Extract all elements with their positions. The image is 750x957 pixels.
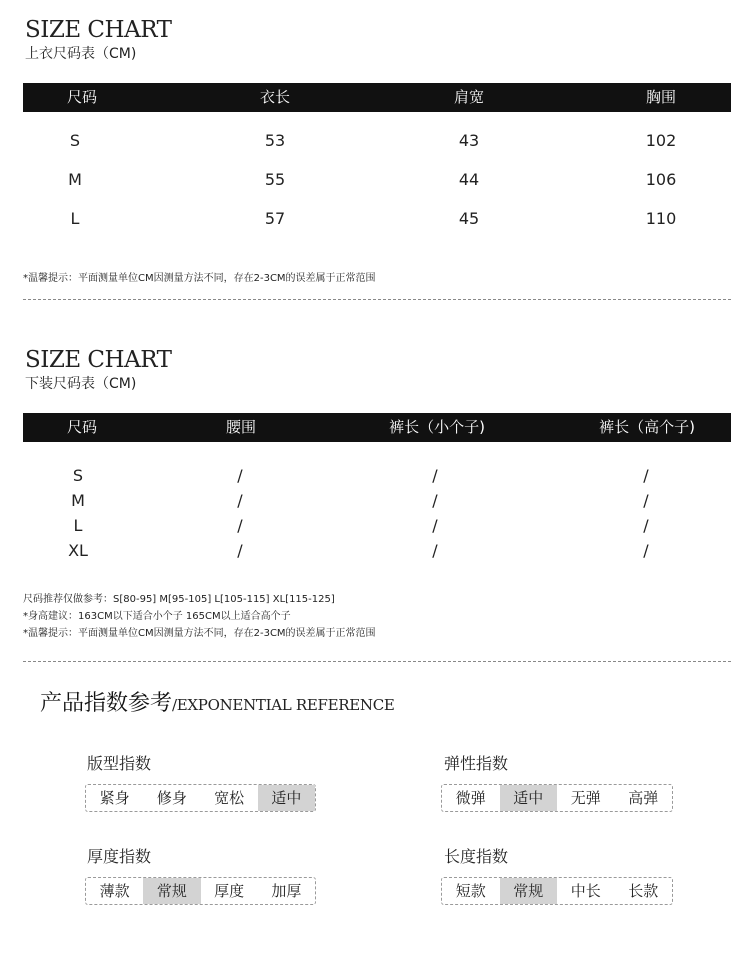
cell-shoulder: 44 <box>458 170 480 189</box>
reference-title <box>40 693 395 715</box>
index-label: 厚度指数 <box>87 847 152 866</box>
index-options <box>441 784 673 812</box>
header-length-tall: 裤长（高个子) <box>599 418 695 436</box>
index-option: 加厚 <box>271 882 302 900</box>
header-size: 尺码 <box>66 88 98 106</box>
index-option: 常规 <box>500 878 558 904</box>
cell-shoulder: 43 <box>458 131 480 150</box>
height-suggestion-note: *身高建议：163CM以下适合小个子 165CM以上适合高个子 <box>23 611 291 622</box>
index-label: 长度指数 <box>444 847 509 866</box>
header-shoulder: 肩宽 <box>453 88 485 106</box>
top-chart-note: *温馨提示：平面测量单位CM因测量方法不同，存在2-3CM的误差属于正常范围 <box>23 273 376 284</box>
index-option: 常规 <box>143 878 200 904</box>
cell-length: 55 <box>264 170 286 189</box>
cell-chest: 106 <box>645 170 677 189</box>
cell-length: 53 <box>264 131 286 150</box>
index-option: 紧身 <box>99 789 130 807</box>
index-option: 无弹 <box>570 789 601 807</box>
cell-length: 57 <box>264 209 286 228</box>
cell-length-short: / <box>432 541 438 560</box>
cell-waist: / <box>237 466 243 485</box>
cell-size: XL <box>68 541 88 560</box>
index-option: 微弹 <box>455 789 486 807</box>
cell-size: L <box>70 209 80 228</box>
index-label: 弹性指数 <box>444 754 509 773</box>
header-length-short: 裤长（小个子) <box>389 418 485 436</box>
header-length: 衣长 <box>259 88 291 106</box>
cell-size: M <box>71 491 85 510</box>
cell-length-short: / <box>432 491 438 510</box>
index-option: 修身 <box>156 789 187 807</box>
index-option: 厚度 <box>214 882 245 900</box>
header-chest: 胸围 <box>645 88 677 106</box>
index-option: 宽松 <box>214 789 245 807</box>
cell-waist: / <box>237 516 243 535</box>
cell-shoulder: 45 <box>458 209 480 228</box>
cell-size: M <box>68 170 82 189</box>
index-option: 适中 <box>258 785 315 811</box>
top-chart-subtitle: 上衣尺码表（CM) <box>25 46 137 62</box>
cell-size: S <box>72 466 84 485</box>
cell-length-tall: / <box>643 541 649 560</box>
index-option: 长款 <box>628 882 659 900</box>
cell-chest: 102 <box>645 131 677 150</box>
top-chart-title: SIZE CHART <box>25 17 172 43</box>
section-divider <box>23 299 731 300</box>
cell-length-short: / <box>432 466 438 485</box>
index-option: 高弹 <box>628 789 659 807</box>
index-options <box>441 877 673 905</box>
cell-size: L <box>73 516 83 535</box>
cell-length-tall: / <box>643 516 649 535</box>
bottom-chart-title: SIZE CHART <box>25 347 172 373</box>
bottom-chart-note: *温馨提示：平面测量单位CM因测量方法不同，存在2-3CM的误差属于正常范围 <box>23 628 376 639</box>
bottom-chart-subtitle: 下装尺码表（CM) <box>25 376 137 392</box>
index-label: 版型指数 <box>87 754 152 773</box>
cell-size: S <box>69 131 81 150</box>
index-option: 薄款 <box>99 882 130 900</box>
cell-waist: / <box>237 541 243 560</box>
section-divider <box>23 661 731 662</box>
index-option: 短款 <box>455 882 486 900</box>
cell-length-tall: / <box>643 466 649 485</box>
reference-title-en: /EXPONENTIAL REFERENCE <box>172 696 395 714</box>
bottom-table-header <box>23 413 731 442</box>
top-table-header <box>23 83 731 112</box>
cell-waist: / <box>237 491 243 510</box>
cell-length-short: / <box>432 516 438 535</box>
size-recommendation-note: 尺码推荐仅做参考：S[80-95] M[95-105] L[105-115] XL[115-125] <box>23 594 335 605</box>
index-option: 中长 <box>570 882 601 900</box>
reference-title-cn: 产品指数参考 <box>40 691 173 716</box>
cell-length-tall: / <box>643 491 649 510</box>
index-options <box>85 877 316 905</box>
header-waist: 腰围 <box>225 418 257 436</box>
index-option: 适中 <box>500 785 558 811</box>
header-size: 尺码 <box>66 418 98 436</box>
cell-chest: 110 <box>645 209 677 228</box>
index-options <box>85 784 316 812</box>
